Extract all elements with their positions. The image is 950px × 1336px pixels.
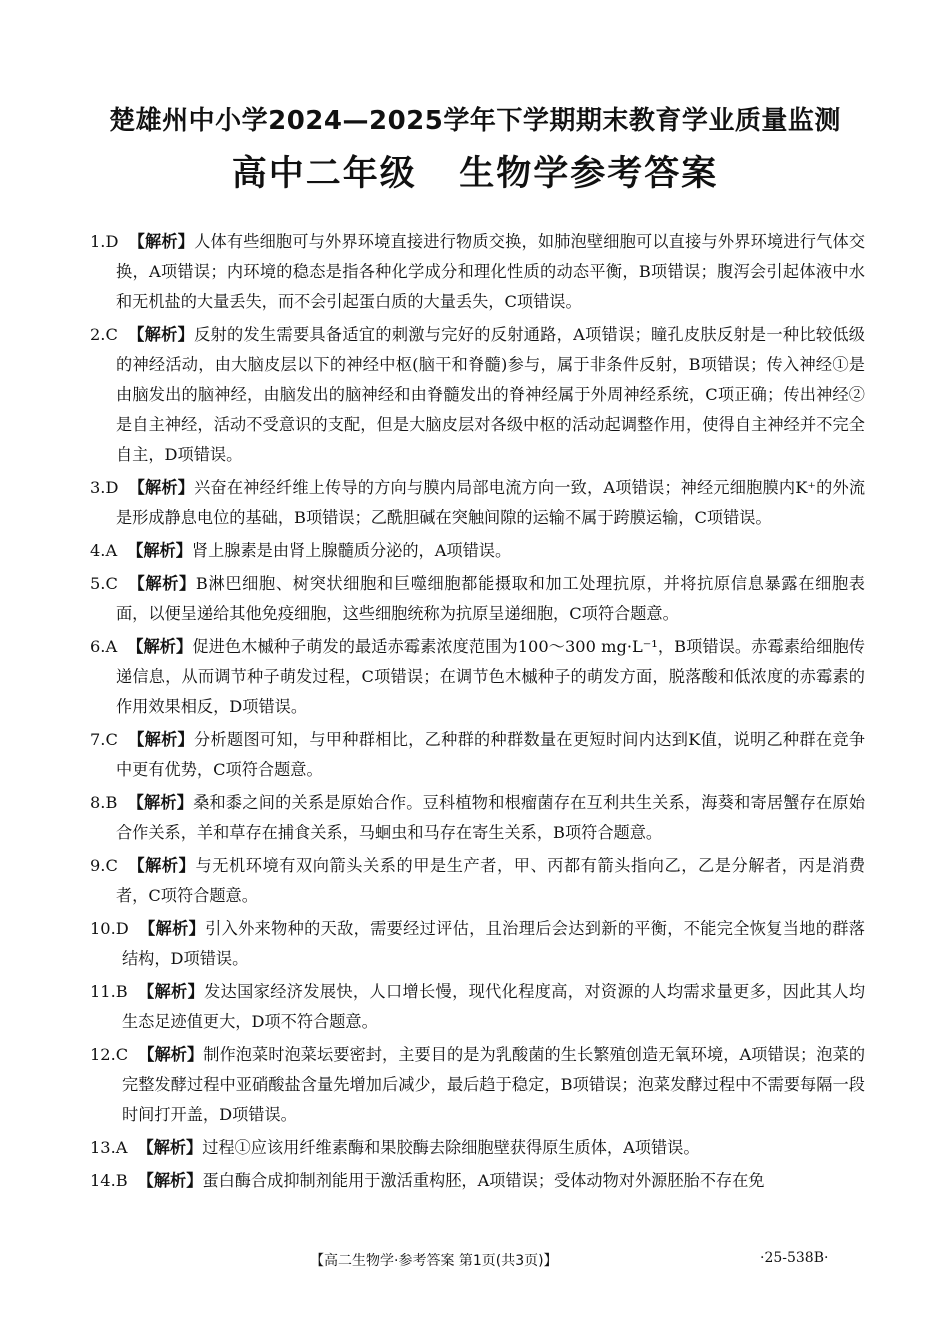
analysis-tag: 【解析】 [137,1171,203,1190]
answer-letter: C [105,325,118,344]
analysis-text: 制作泡菜时泡菜坛要密封，主要目的是为乳酸菌的生长繁殖创造无氧环境，A项错误；泡菜的完整发酵过程中亚硝酸盐含量先增加后减少，最后趋于稳定，B项错误；泡菜发酵过程中不需要每隔一段时间打开盖，D项错误。 [122,1045,866,1124]
analysis-text: 与无机环境有双向箭头关系的甲是生产者，甲、丙都有箭头指向乙，乙是分解者，丙是消费者，C项符合题意。 [116,856,866,905]
analysis-tag: 【解析】 [127,574,196,593]
answer-item-1: 1.D 【解析】人体有些细胞可与外界环境直接进行物质交换，如肺泡壁细胞可以直接与外界环境进行气体交换，A项错误；内环境的稳态是指各种化学成分和理化性质的动态平衡，B项错误；腹泻会引起体液中水和无机盐的大量丢失，而不会引起蛋白质的大量丢失，C项错误。 [90,232,866,311]
answer-letter: C [105,856,118,875]
footer-page-info: 【高二生物学·参考答案 第1页(共3页)】 [310,1253,558,1269]
answer-letter: A [105,541,118,560]
answer-letter: C [105,574,118,593]
answer-item-4: 4.A 【解析】肾上腺素是由肾上腺髓质分泌的，A项错误。 [90,541,512,560]
answer-item-9: 9.C 【解析】与无机环境有双向箭头关系的甲是生产者，甲、丙都有箭头指向乙，乙是分解者，丙是消费者，C项符合题意。 [90,856,866,905]
answer-item-6: 6.A 【解析】促进色木槭种子萌发的最适赤霉素浓度范围为100～300 mg·L⁻¹，B项错误。赤霉素给细胞传递信息，从而调节种子萌发过程，C项错误；在调节色木槭种子的萌发方面，脱落酸和低浓度的赤霉素的作用效果相反，D项错误。 [90,637,865,716]
answer-item-10: 10.D 【解析】引入外来物种的天敌，需要经过评估，且治理后会达到新的平衡，不能完全恢复当地的群落结构，D项错误。 [90,919,865,968]
answer-item-5: 5.C 【解析】B淋巴细胞、树突状细胞和巨噬细胞都能摄取和加工处理抗原，并将抗原信息暴露在细胞表面，以便呈递给其他免疫细胞，这些细胞统称为抗原呈递细胞，C项符合题意。 [90,574,865,623]
answer-item-8: 8.B 【解析】桑和黍之间的关系是原始合作。豆科植物和根瘤菌存在互利共生关系，海葵和寄居蟹存在原始合作关系，羊和草存在捕食关系，马蛔虫和马存在寄生关系，B项符合题意。 [90,793,866,842]
analysis-text: 引入外来物种的天敌，需要经过评估，且治理后会达到新的平衡，不能完全恢复当地的群落结构，D项错误。 [122,919,865,968]
exam-title: 楚雄州中小学2024—2025学年下学期期末教育学业质量监测 [109,106,841,136]
answer-letter: A [115,1138,128,1157]
answer-item-13: 13.A 【解析】过程①应该用纤维素酶和果胶酶去除细胞壁获得原生质体，A项错误。 [90,1138,700,1157]
analysis-text: 蛋白酶合成抑制剂能用于激活重构胚，A项错误；受体动物对外源胚胎不存在免 [202,1171,765,1190]
footer-code: ·25-538B· [760,1250,829,1266]
answer-letter: D [115,919,129,938]
analysis-tag: 【解析】 [128,232,195,251]
answer-item-3: 3.D 【解析】兴奋在神经纤维上传导的方向与膜内局部电流方向一致，A项错误；神经元细胞膜内K⁺的外流是形成静息电位的基础，B项错误；乙酰胆碱在突触间隙的运输不属于跨膜运输，C项错误。 [90,478,866,527]
answer-letter: C [115,1045,129,1064]
analysis-text: 分析题图可知，与甲种群相比，乙种群的种群数量在更短时间内达到K值，说明乙种群在竞争中更有优势，C项符合题意。 [116,730,866,779]
answer-item-7: 7.C 【解析】分析题图可知，与甲种群相比，乙种群的种群数量在更短时间内达到K值，说明乙种群在竞争中更有优势，C项符合题意。 [90,730,866,779]
analysis-tag: 【解析】 [138,1045,204,1064]
analysis-text: 促进色木槭种子萌发的最适赤霉素浓度范围为100～300 mg·L⁻¹，B项错误。赤霉素给细胞传递信息，从而调节种子萌发过程，C项错误；在调节色木槭种子的萌发方面，脱落酸和低浓度的赤霉素的作用效果相反，D项错误。 [116,637,865,716]
answer-key-title: 高中二年级 生物学参考答案 [231,154,719,194]
answer-letter: B [105,793,118,812]
answer-letter: B [115,1171,128,1190]
answer-item-14: 14.B 【解析】蛋白酶合成抑制剂能用于激活重构胚，A项错误；受体动物对外源胚胎不存在免 [90,1171,765,1190]
analysis-tag: 【解析】 [127,541,192,560]
answer-letter: D [105,478,119,497]
analysis-text: 发达国家经济发展快，人口增长慢，现代化程度高，对资源的人均需求量更多，因此其人均生态足迹值更大，D项不符合题意。 [122,982,866,1031]
answer-letter: B [115,982,128,1001]
analysis-text: 桑和黍之间的关系是原始合作。豆科植物和根瘤菌存在互利共生关系，海葵和寄居蟹存在原始合作关系，羊和草存在捕食关系，马蛔虫和马存在寄生关系，B项符合题意。 [116,793,866,842]
analysis-tag: 【解析】 [137,1138,203,1157]
analysis-text: 兴奋在神经纤维上传导的方向与膜内局部电流方向一致，A项错误；神经元细胞膜内K⁺的外流是形成静息电位的基础，B项错误；乙酰胆碱在突触间隙的运输不属于跨膜运输，C项错误。 [116,478,866,527]
analysis-tag: 【解析】 [127,730,195,749]
analysis-tag: 【解析】 [127,856,196,875]
analysis-text: 过程①应该用纤维素酶和果胶酶去除细胞壁获得原生质体，A项错误。 [202,1138,700,1157]
analysis-text: 人体有些细胞可与外界环境直接进行物质交换，如肺泡壁细胞可以直接与外界环境进行气体交换，A项错误；内环境的稳态是指各种化学成分和理化性质的动态平衡，B项错误；腹泻会引起体液中水和无机盐的大量丢失，而不会引起蛋白质的大量丢失，C项错误。 [116,232,866,311]
analysis-tag: 【解析】 [138,919,206,938]
analysis-text: 肾上腺素是由肾上腺髓质分泌的，A项错误。 [191,541,512,560]
answer-list [90,227,865,1199]
answer-item-11: 11.B 【解析】发达国家经济发展快，人口增长慢，现代化程度高，对资源的人均需求量更多，因此其人均生态足迹值更大，D项不符合题意。 [90,982,866,1031]
analysis-tag: 【解析】 [127,793,194,812]
answer-letter: C [105,730,118,749]
analysis-tag: 【解析】 [127,637,193,656]
analysis-tag: 【解析】 [127,325,195,344]
answer-letter: D [105,232,119,251]
analysis-tag: 【解析】 [137,982,205,1001]
analysis-text: B淋巴细胞、树突状细胞和巨噬细胞都能摄取和加工处理抗原，并将抗原信息暴露在细胞表面，以便呈递给其他免疫细胞，这些细胞统称为抗原呈递细胞，C项符合题意。 [116,574,865,623]
analysis-text: 反射的发生需要具备适宜的刺激与完好的反射通路，A项错误；瞳孔皮肤反射是一种比较低级的神经活动，由大脑皮层以下的神经中枢(脑干和脊髓)参与，属于非条件反射，B项错误；传入神经①是由脑发出的脑神经，由脑发出的脑神经和由脊髓发出的脊神经属于外周神经系统，C项正确；传出神经②是自主神经，活动不受意识的支配，但是大脑皮层对各级中枢的活动起调整作用，使得自主神经并不完全自主，D项错误。 [116,325,865,464]
answer-item-12: 12.C 【解析】制作泡菜时泡菜坛要密封，主要目的是为乳酸菌的生长繁殖创造无氧环境，A项错误；泡菜的完整发酵过程中亚硝酸盐含量先增加后减少，最后趋于稳定，B项错误；泡菜发酵过程中不需要每隔一段时间打开盖，D项错误。 [90,1045,866,1124]
analysis-tag: 【解析】 [128,478,195,497]
answer-item-2: 2.C 【解析】反射的发生需要具备适宜的刺激与完好的反射通路，A项错误；瞳孔皮肤反射是一种比较低级的神经活动，由大脑皮层以下的神经中枢(脑干和脊髓)参与，属于非条件反射，B项错误；传入神经①是由脑发出的脑神经，由脑发出的脑神经和由脊髓发出的脊神经属于外周神经系统，C项正确；传出神经②是自主神经，活动不受意识的支配，但是大脑皮层对各级中枢的活动起调整作用，使得自主神经并不完全自主，D项错误。 [90,325,865,464]
answer-letter: A [105,637,118,656]
